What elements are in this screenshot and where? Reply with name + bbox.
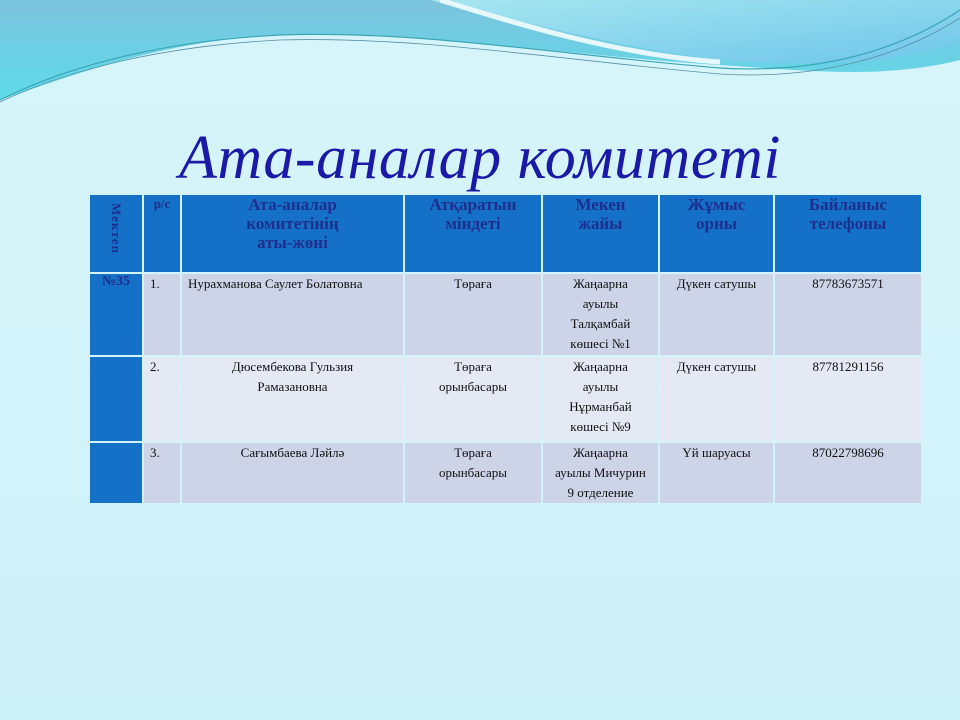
role-line: орынбасары xyxy=(438,379,507,394)
slide-title: Ата-аналар комитеті xyxy=(179,124,781,192)
member-work: Үй шаруасы xyxy=(660,443,773,503)
header-phone xyxy=(775,195,921,272)
header-name-line: аты-жөні xyxy=(257,233,328,252)
table-header-row xyxy=(90,195,921,272)
header-num: р/с xyxy=(144,195,180,272)
header-school xyxy=(90,195,142,272)
address-line: ауылы xyxy=(582,379,619,394)
member-name: Нурахманова Саулет Болатовна xyxy=(182,274,403,355)
role-line: Төраға xyxy=(454,276,492,291)
address-line: Жаңаарна xyxy=(573,276,628,291)
header-name xyxy=(182,195,403,272)
address-line: көшесі №1 xyxy=(570,336,631,351)
school-cell xyxy=(90,443,142,503)
address-line: көшесі №9 xyxy=(570,419,631,434)
member-name xyxy=(182,443,403,503)
member-work: Дүкен сатушы xyxy=(660,357,773,441)
header-name-line: Ата-аналар xyxy=(248,195,337,214)
header-work xyxy=(660,195,773,272)
role-line: Төраға xyxy=(454,359,492,374)
header-role xyxy=(405,195,541,272)
address-line: 9 отделение xyxy=(567,485,634,500)
name-line: Сағымбаева Ләйлә xyxy=(240,445,345,460)
school-cell: №35 xyxy=(90,274,142,355)
member-role xyxy=(405,443,541,503)
address-line: Жаңаарна xyxy=(573,359,628,374)
member-role xyxy=(405,274,541,355)
row-number: 3. xyxy=(144,443,180,503)
member-address xyxy=(543,357,658,441)
header-role-line: міндеті xyxy=(445,214,501,233)
address-line: ауылы Мичурин xyxy=(555,465,646,480)
member-phone: 87783673571 xyxy=(775,274,921,355)
address-line: ауылы xyxy=(582,296,619,311)
member-address xyxy=(543,443,658,503)
header-work-line: орны xyxy=(695,214,738,233)
member-name xyxy=(182,357,403,441)
header-phone-line: Байланыс xyxy=(808,195,888,214)
member-phone: 87022798696 xyxy=(775,443,921,503)
header-name-line: комитетінің xyxy=(246,214,339,233)
table-row xyxy=(90,274,921,355)
header-school-label: Мектеп xyxy=(109,203,124,255)
row-number: 1. xyxy=(144,274,180,355)
role-line: орынбасары xyxy=(438,465,507,480)
header-phone-line: телефоны xyxy=(809,214,887,233)
header-address xyxy=(543,195,658,272)
member-work: Дүкен сатушы xyxy=(660,274,773,355)
row-number: 2. xyxy=(144,357,180,441)
role-line: Төраға xyxy=(454,445,492,460)
address-line: Жаңаарна xyxy=(573,445,628,460)
name-line: Дюсембекова Гульзия xyxy=(231,359,354,374)
name-line: Рамазановна xyxy=(257,379,328,394)
header-role-line: Атқаратын xyxy=(429,195,517,214)
member-address xyxy=(543,274,658,355)
parents-committee-table xyxy=(88,193,923,505)
school-cell xyxy=(90,357,142,441)
header-address-line: Мекен xyxy=(575,195,626,214)
header-address-line: жайы xyxy=(578,214,623,233)
header-work-line: Жұмыс xyxy=(687,195,746,214)
address-line: Талқамбай xyxy=(570,316,631,331)
member-role xyxy=(405,357,541,441)
table-row xyxy=(90,357,921,441)
address-line: Нұрманбай xyxy=(569,399,632,414)
member-phone: 87781291156 xyxy=(775,357,921,441)
table-row xyxy=(90,443,921,503)
